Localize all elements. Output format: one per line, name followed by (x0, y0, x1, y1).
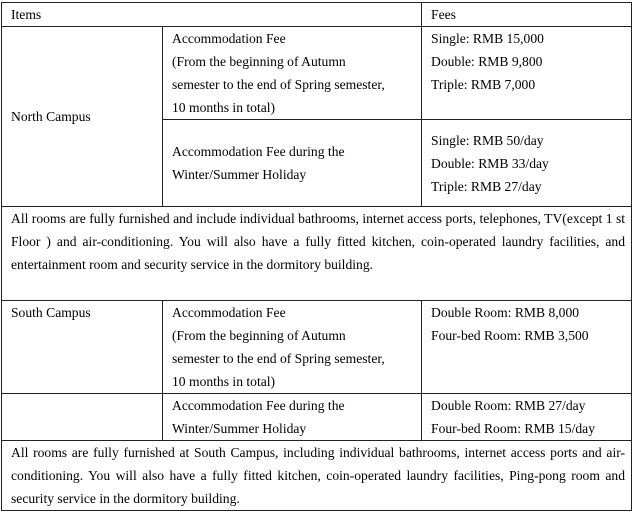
north-holiday-label (163, 120, 422, 207)
label-line: Accommodation Fee (172, 31, 286, 46)
label-line: Winter/Summer Holiday (172, 421, 307, 436)
fee-line: Triple: RMB 27/day (431, 178, 542, 194)
fee-line: Four-bed Room: RMB 15/day (431, 421, 596, 436)
north-semester-label (163, 27, 422, 120)
south-semester-fees (422, 301, 632, 394)
fee-line: Double: RMB 9,800 (431, 54, 543, 69)
south-semester-row (2, 301, 632, 394)
south-holiday-label (163, 394, 422, 441)
south-note: All rooms are fully furnished at South Campus, including individual bathrooms, internet access ports and air-conditioning. You will also have a fully fitted kitchen, coin-operated laundry facilities, Ping-pong room and security service in the dormitory building. (2, 441, 632, 511)
north-campus-label: North Campus (2, 27, 163, 207)
label-line: 10 months in total) (172, 374, 276, 389)
north-note: All rooms are fully furnished and include individual bathrooms, internet access ports, telephones, TV(except 1 st Floor ) and air-conditioning. You will also have a fully fitted kitchen, coin-operated laundry facilities, and entertainment room and security service in the dormitory building. (2, 207, 632, 301)
label-line: Winter/Summer Holiday (172, 167, 307, 182)
label-line: semester to the end of Spring semester, (172, 351, 385, 366)
label-line: (From the beginning of Autumn (172, 328, 346, 343)
south-semester-label (163, 301, 422, 394)
fee-line: Single: RMB 15,000 (431, 31, 544, 46)
south-holiday-empty-cell (2, 394, 163, 441)
south-note-row (2, 441, 632, 511)
fees-header: Fees (422, 3, 632, 27)
north-note-row (2, 207, 632, 301)
fee-line: Double Room: RMB 8,000 (431, 305, 580, 320)
south-campus-label: South Campus (2, 301, 163, 394)
label-line: semester to the end of Spring semester, (172, 77, 385, 92)
fee-line: Four-bed Room: RMB 3,500 (431, 328, 589, 343)
fee-line: Double Room: RMB 27/day (431, 398, 586, 413)
fee-line: Double: RMB 33/day (431, 155, 549, 171)
fee-line: Triple: RMB 7,000 (431, 77, 536, 92)
label-line: Accommodation Fee during the (172, 398, 345, 413)
accommodation-fee-table (1, 2, 632, 511)
north-holiday-fees (422, 120, 632, 207)
label-line: Accommodation Fee during the (172, 144, 345, 159)
label-line: Accommodation Fee (172, 305, 286, 320)
fee-line: Single: RMB 50/day (431, 132, 544, 148)
south-holiday-row (2, 394, 632, 441)
items-header: Items (2, 3, 422, 27)
south-holiday-fees (422, 394, 632, 441)
label-line: (From the beginning of Autumn (172, 54, 346, 69)
label-line: 10 months in total) (172, 100, 276, 115)
header-row (2, 3, 632, 27)
north-semester-row (2, 27, 632, 120)
north-semester-fees (422, 27, 632, 120)
